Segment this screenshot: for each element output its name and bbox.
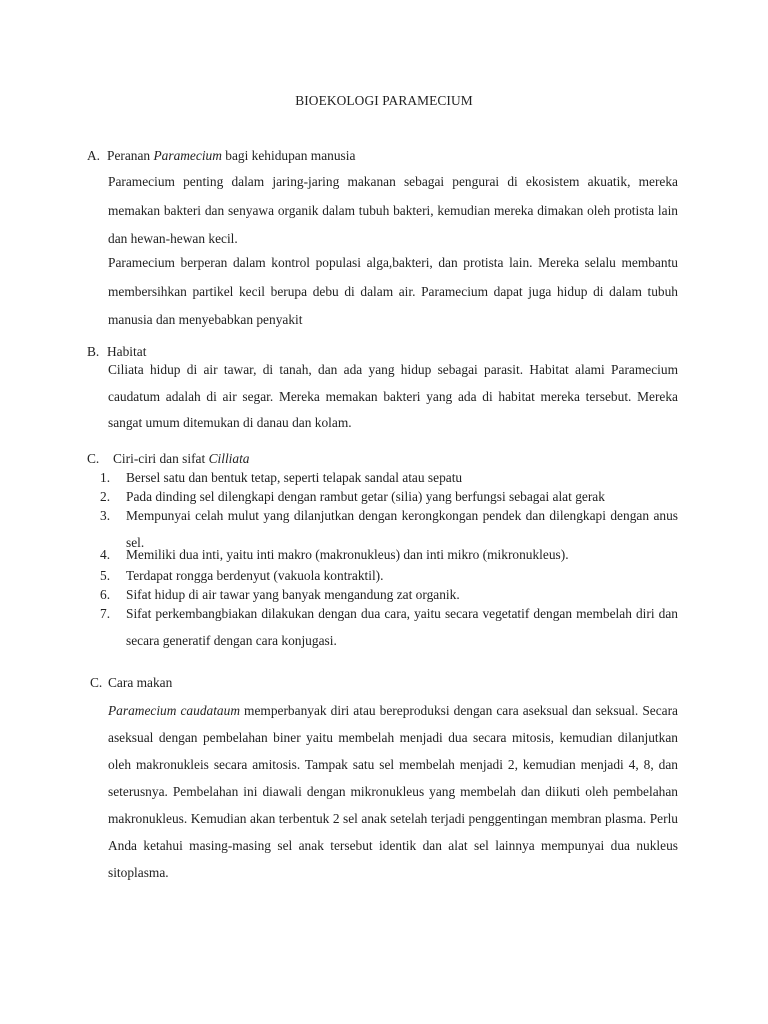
section-a-heading xyxy=(87,148,355,164)
section-a-paragraph-2: Paramecium berperan dalam kontrol populasi alga,bakteri, dan protista lain. Mereka selalu membantu membersihkan partikel kecil berupa debu di dalam air. Paramecium dapat juga hidup di dalam tubuh manusia dan menyebabkan penyakit xyxy=(108,255,678,327)
section-d-heading xyxy=(90,675,172,691)
document-title: BIOEKOLOGI PARAMECIUM xyxy=(295,93,473,108)
list-item: 7. Sifat perkembangbiakan dilakukan dengan dua cara, yaitu secara vegetatif dengan membelah diri dan secara generatif dengan cara konjugasi. xyxy=(100,606,678,648)
section-a-heading-text: Peranan xyxy=(107,148,154,163)
section-b-heading-text: Habitat xyxy=(107,344,147,359)
section-b-letter: B. xyxy=(87,344,100,359)
section-c-heading xyxy=(87,451,250,467)
section-a-letter: A. xyxy=(87,148,101,163)
list-item: 4. Memiliki dua inti, yaitu inti makro (makronukleus) dan inti mikro (mikronukleus). xyxy=(100,547,569,562)
section-d-paragraph xyxy=(108,697,678,886)
section-a-paragraph-1: Paramecium penting dalam jaring-jaring makanan sebagai pengurai di ekosistem akuatik, mereka memakan bakteri dan senyawa organik dalam tubuh bakteri, kemudian mereka dimakan oleh protista lain dan hewan-hewan kecil. xyxy=(108,174,678,246)
list-item: 3. Mempunyai celah mulut yang dilanjutkan dengan kerongkongan pendek dan dilengkapi dengan anus sel. xyxy=(100,508,678,550)
section-d-heading-text: Cara makan xyxy=(108,675,173,690)
list-item: 6. Sifat hidup di air tawar yang banyak mengandung zat organik. xyxy=(100,587,460,602)
section-c-heading-text: Ciri-ciri dan sifat xyxy=(113,451,209,466)
section-d-letter: C. xyxy=(90,675,103,690)
section-b-paragraph: Ciliata hidup di air tawar, di tanah, dan ada yang hidup sebagai parasit. Habitat alami Paramecium caudatum adalah di air segar. Mereka memakan bakteri yang ada di habitat mereka tersebut. Mereka sangat umum ditemukan di danau dan kolam. xyxy=(108,362,678,430)
section-c-heading-italic: Cilliata xyxy=(208,451,250,466)
section-a-heading-text-end: bagi kehidupan manusia xyxy=(221,148,356,163)
section-d-paragraph-italic: Paramecium caudataum xyxy=(108,703,240,718)
section-d-paragraph-text: memperbanyak diri atau bereproduksi dengan cara aseksual dan seksual. Secara aseksual dengan pembelahan biner yaitu membelah menjadi dua secara mitosis, kemudian dilanjutkan oleh makronukleis secara amitosis. Tampak satu sel membelah menjadi 2, kemudian menjadi 4, 8, dan seterusnya. Pembelahan ini diawali dengan mikronukleus yang membelah dan diikuti oleh pembelahan makronukleus. Kemudian akan terbentuk 2 sel anak setelah terjadi penggentingan membran plasma. Perlu Anda ketahui masing-masing sel anak tersebut identik dan alat sel lainnya mempunyai dua nukleus sitoplasma. xyxy=(108,703,678,880)
list-item: 5. Terdapat rongga berdenyut (vakuola kontraktil). xyxy=(100,568,384,583)
list-item: 1. Bersel satu dan bentuk tetap, seperti telapak sandal atau sepatu xyxy=(100,470,463,485)
list-item: 2. Pada dinding sel dilengkapi dengan rambut getar (silia) yang berfungsi sebagai alat gerak xyxy=(100,489,605,504)
traits-list xyxy=(100,468,678,654)
section-a-heading-italic: Paramecium xyxy=(153,148,222,163)
section-c-letter: C. xyxy=(87,451,100,466)
